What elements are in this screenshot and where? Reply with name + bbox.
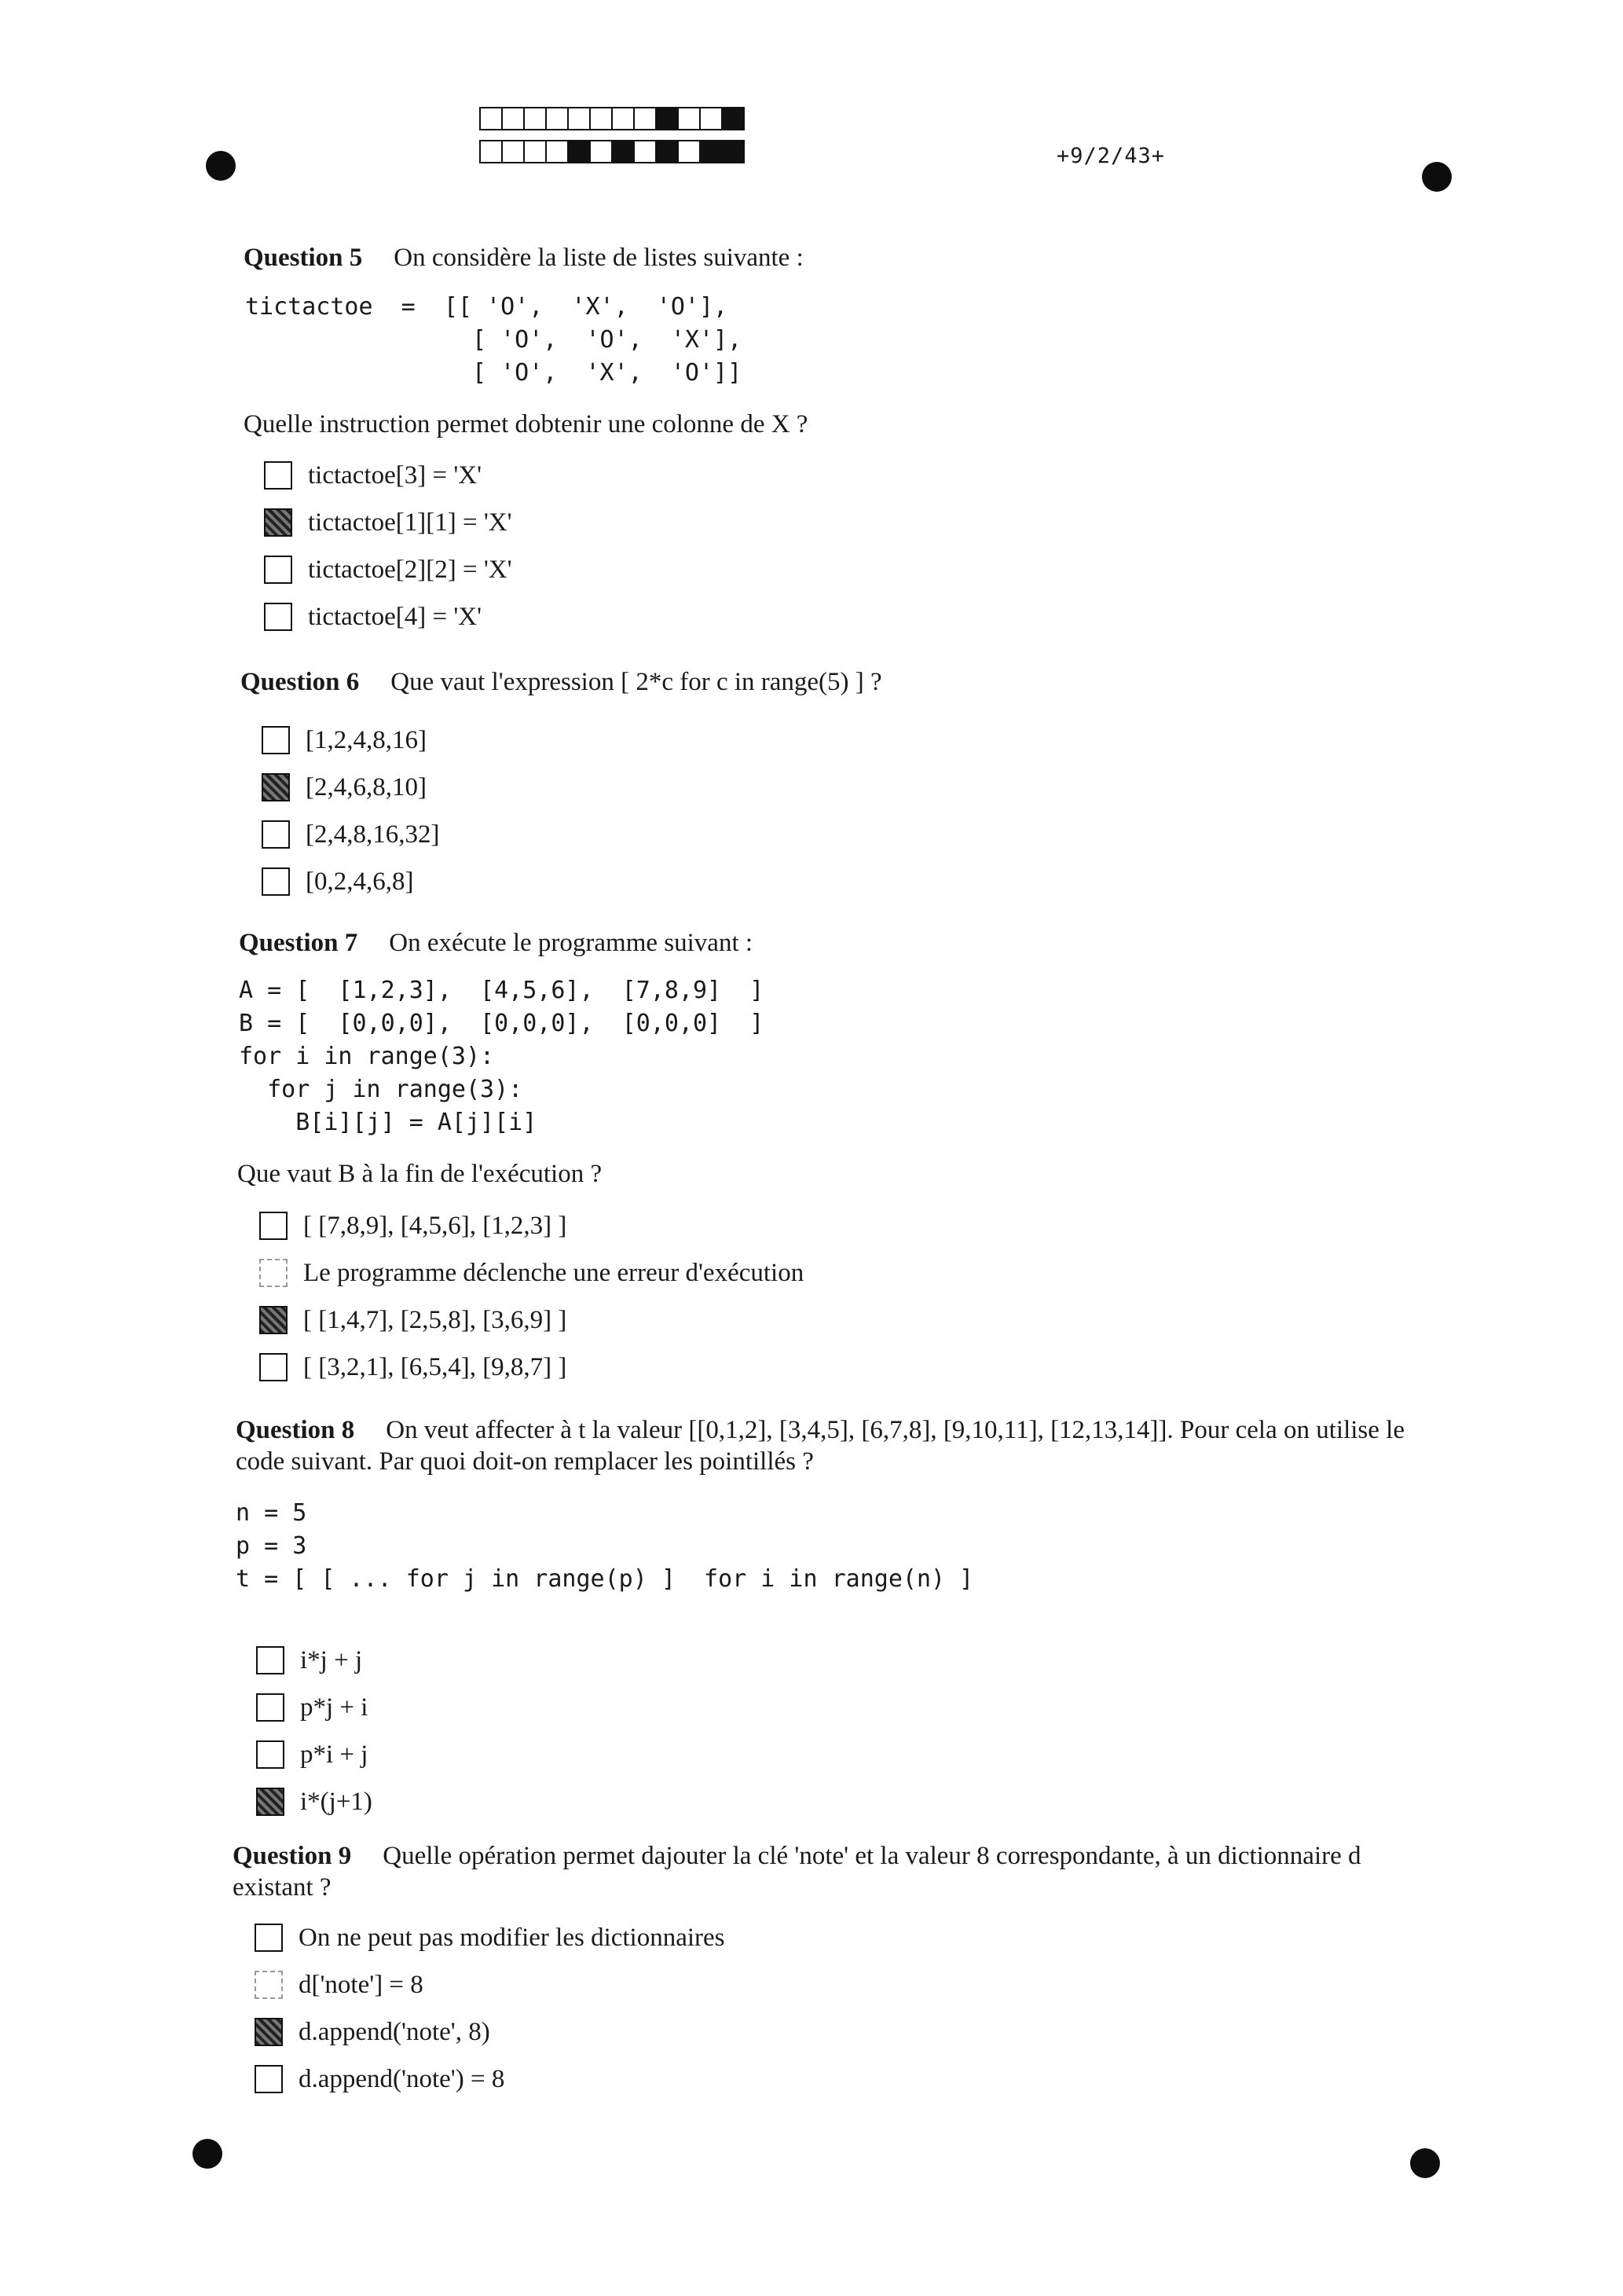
barcode-cell	[677, 107, 701, 130]
choice-label: d.append('note') = 8	[299, 2064, 505, 2093]
question-text: On considère la liste de listes suivante :	[394, 244, 804, 272]
choice-label: tictactoe[1][1] = 'X'	[308, 508, 512, 537]
barcode-cell	[567, 107, 591, 130]
checkbox[interactable]	[256, 1693, 284, 1722]
question-text: Que vaut l'expression [ 2*c for c in range(5) ] ?	[390, 668, 882, 696]
answer-choice[interactable]	[259, 1202, 804, 1249]
checkbox[interactable]	[259, 1353, 288, 1381]
answer-choice[interactable]	[256, 1731, 372, 1778]
choice-label: p*j + i	[300, 1693, 368, 1722]
registration-mark-top-right	[1422, 162, 1452, 192]
choices-q9	[255, 1914, 725, 2103]
choice-label: tictactoe[4] = 'X'	[308, 602, 482, 631]
answer-choice[interactable]	[262, 717, 439, 764]
answer-choice[interactable]	[255, 1961, 725, 2008]
answer-choice[interactable]	[259, 1344, 804, 1391]
barcode-cell	[677, 140, 701, 163]
checkbox[interactable]	[262, 867, 290, 896]
answer-choice[interactable]	[259, 1249, 804, 1297]
checkbox[interactable]	[256, 1646, 284, 1674]
checkbox[interactable]	[264, 603, 292, 631]
choice-label: [0,2,4,6,8]	[306, 867, 414, 896]
question-5	[244, 242, 804, 273]
answer-choice[interactable]	[262, 811, 439, 858]
answer-choice[interactable]	[255, 2056, 725, 2103]
answer-choice[interactable]	[264, 452, 512, 499]
barcode-cell	[501, 140, 525, 163]
choice-label: [ [1,4,7], [2,5,8], [3,6,9] ]	[303, 1305, 567, 1334]
checkbox[interactable]	[259, 1306, 288, 1334]
answer-choice[interactable]	[255, 2008, 725, 2056]
question-7	[239, 927, 753, 959]
barcode-cell	[479, 107, 503, 130]
choice-label: tictactoe[3] = 'X'	[308, 460, 482, 490]
barcode-cell	[589, 140, 613, 163]
page-id: +9/2/43+	[1057, 144, 1166, 168]
checkbox[interactable]	[259, 1259, 288, 1287]
barcode-cell	[545, 140, 569, 163]
registration-mark-bottom-left	[192, 2139, 222, 2169]
checkbox[interactable]	[255, 2065, 283, 2093]
answer-choice[interactable]	[255, 1914, 725, 1961]
code-block: n = 5 p = 3 t = [ [ ... for j in range(p) ] for i in range(n) ]	[236, 1499, 974, 1593]
question-text: On exécute le programme suivant :	[389, 929, 753, 957]
checkbox[interactable]	[264, 461, 292, 490]
barcode-cell	[523, 107, 547, 130]
choice-label: [2,4,8,16,32]	[306, 820, 440, 849]
choice-label: [1,2,4,8,16]	[306, 725, 427, 754]
choice-label: p*i + j	[300, 1740, 368, 1769]
barcode-cell	[699, 140, 723, 163]
choices-q5	[264, 452, 512, 640]
question-text: Quelle opération permet dajouter la clé 'note' et la valeur 8 correspondante, à un dictionnaire d existant ?	[233, 1842, 1361, 1902]
question-6	[240, 666, 882, 698]
barcode-cell	[589, 107, 613, 130]
barcode-cell	[501, 107, 525, 130]
choices-q7	[259, 1202, 804, 1391]
barcode-cell	[523, 140, 547, 163]
barcode-cell	[655, 107, 679, 130]
choices-q8	[256, 1637, 372, 1825]
question-prompt: Quelle instruction permet dobtenir une colonne de X ?	[244, 410, 808, 438]
answer-choice[interactable]	[264, 499, 512, 546]
question-label: Question 6	[240, 668, 360, 696]
checkbox[interactable]	[262, 773, 290, 801]
question-text: On veut affecter à t la valeur [[0,1,2], [3,4,5], [6,7,8], [9,10,11], [12,13,14]]. Pour cela on utilise le code suivant. Par quoi doit-on remplacer les pointillés ?	[236, 1416, 1405, 1476]
choices-q6	[262, 717, 439, 905]
code-block: A = [ [1,2,3], [4,5,6], [7,8,9] ] B = [ [0,0,0], [0,0,0], [0,0,0] ] for i in range(3): for j in range(3): B[i][j] = A[j][i]	[239, 977, 764, 1136]
choice-label: i*(j+1)	[300, 1787, 372, 1816]
choice-label: i*j + j	[300, 1645, 363, 1674]
barcode-cell	[633, 140, 657, 163]
barcode-cell	[721, 140, 745, 163]
question-label: Question 5	[244, 244, 363, 272]
checkbox[interactable]	[264, 556, 292, 584]
checkbox[interactable]	[255, 2018, 283, 2046]
barcode-cell	[479, 140, 503, 163]
checkbox[interactable]	[256, 1788, 284, 1816]
registration-mark-top-left	[206, 151, 236, 181]
question-8	[236, 1414, 1414, 1477]
answer-choice[interactable]	[264, 593, 512, 640]
choice-label: tictactoe[2][2] = 'X'	[308, 555, 512, 584]
question-label: Question 9	[233, 1842, 352, 1870]
answer-choice[interactable]	[256, 1637, 372, 1684]
answer-choice[interactable]	[262, 858, 439, 905]
answer-choice[interactable]	[262, 764, 439, 811]
barcode-row-1	[479, 107, 743, 130]
barcode-cell	[655, 140, 679, 163]
choice-label: [2,4,6,8,10]	[306, 772, 427, 801]
checkbox[interactable]	[255, 1971, 283, 1999]
barcode-cell	[611, 140, 635, 163]
code-block: tictactoe = [[ 'O', 'X', 'O'], [ 'O', 'O', 'X'], [ 'O', 'X', 'O']]	[245, 293, 742, 387]
checkbox[interactable]	[264, 508, 292, 537]
answer-choice[interactable]	[256, 1778, 372, 1825]
barcode-cell	[721, 107, 745, 130]
barcode-cell	[567, 140, 591, 163]
question-label: Question 7	[239, 929, 358, 957]
barcode-row-2	[479, 140, 743, 163]
barcode-cell	[699, 107, 723, 130]
choice-label: [ [7,8,9], [4,5,6], [1,2,3] ]	[303, 1211, 567, 1240]
choice-label: On ne peut pas modifier les dictionnaires	[299, 1923, 725, 1952]
choice-label: d.append('note', 8)	[299, 2017, 490, 2046]
choice-label: Le programme déclenche une erreur d'exécution	[303, 1258, 804, 1287]
checkbox[interactable]	[259, 1212, 288, 1240]
answer-choice[interactable]	[264, 546, 512, 593]
choice-label: [ [3,2,1], [6,5,4], [9,8,7] ]	[303, 1352, 567, 1381]
checkbox[interactable]	[262, 820, 290, 849]
question-prompt: Que vaut B à la fin de l'exécution ?	[237, 1160, 603, 1188]
barcode-cell	[545, 107, 569, 130]
checkbox[interactable]	[255, 1924, 283, 1952]
checkbox[interactable]	[262, 726, 290, 754]
question-9	[233, 1840, 1411, 1903]
checkbox[interactable]	[256, 1740, 284, 1769]
registration-mark-bottom-right	[1410, 2148, 1440, 2178]
answer-choice[interactable]	[256, 1684, 372, 1731]
barcode-cell	[633, 107, 657, 130]
question-label: Question 8	[236, 1416, 355, 1444]
answer-choice[interactable]	[259, 1297, 804, 1344]
barcode-cell	[611, 107, 635, 130]
choice-label: d['note'] = 8	[299, 1970, 423, 1999]
